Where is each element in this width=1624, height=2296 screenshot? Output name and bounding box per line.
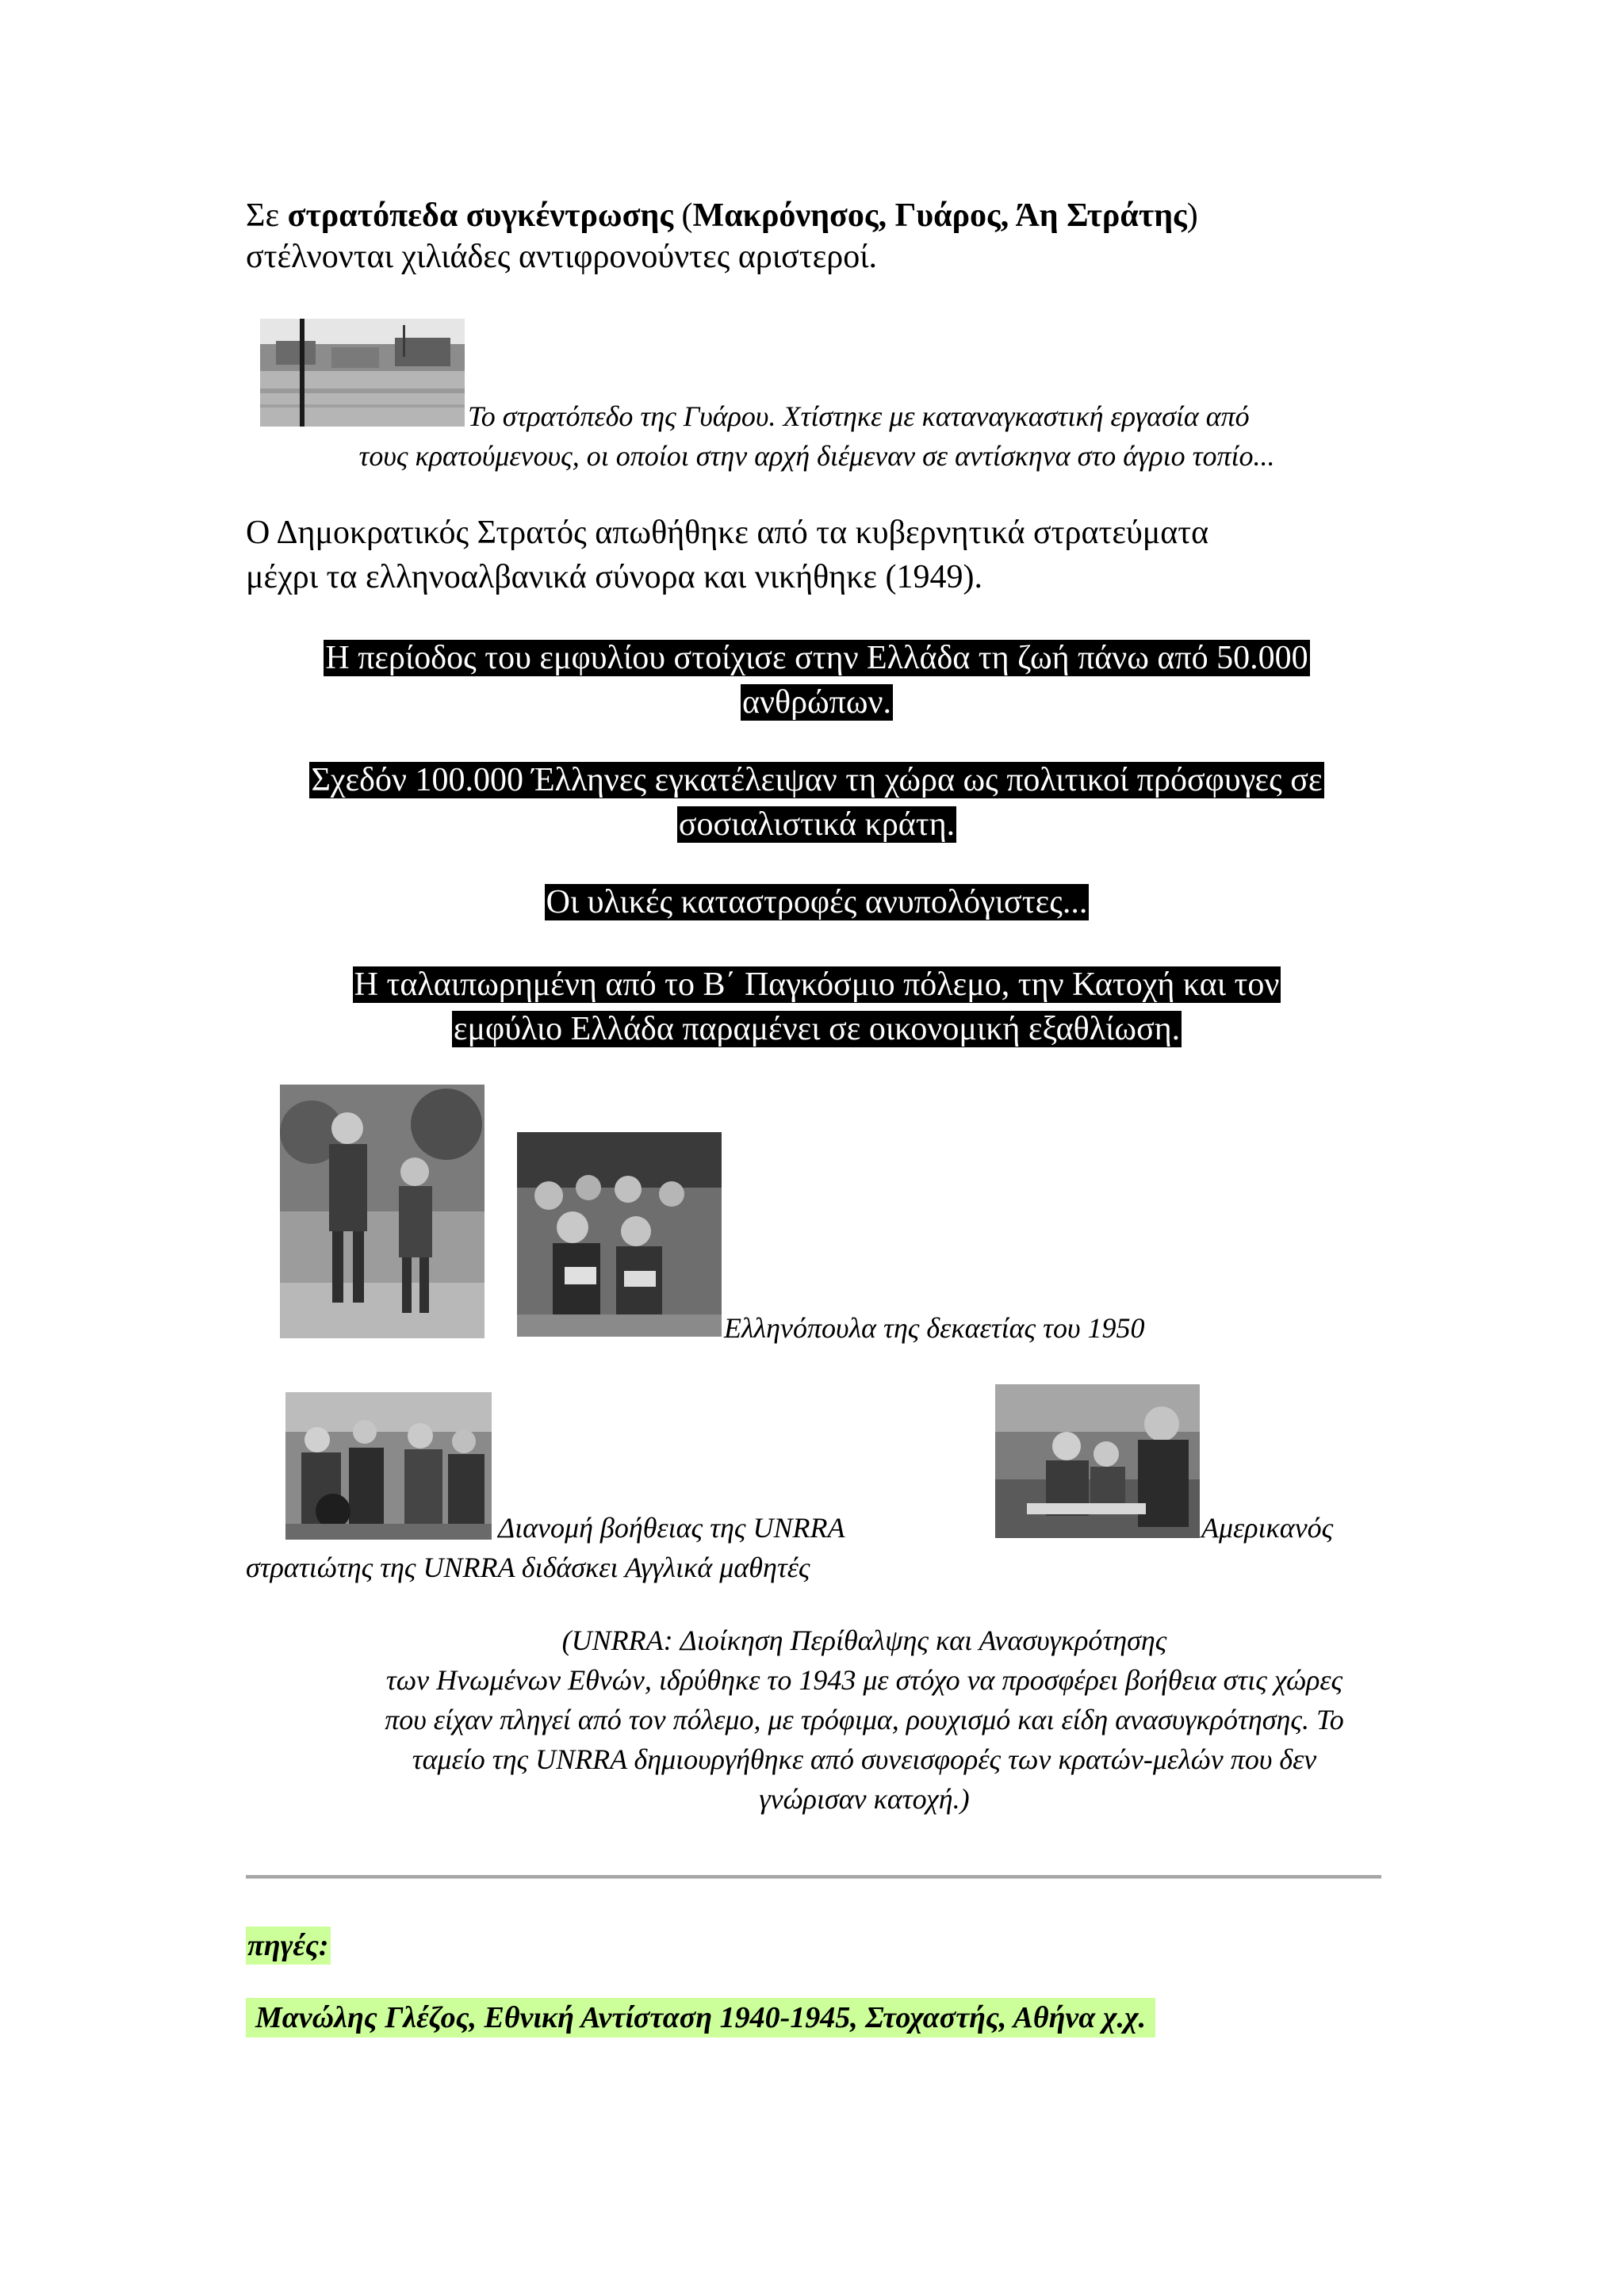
refugees-line1: Σχεδόν 100.000 Έλληνες εγκατέλειψαν τη χώρα ως πολιτικοί πρόσφυγες σε bbox=[311, 762, 1323, 798]
unrra-note-line3: που είχαν πληγεί από τον πόλεμο, με τρόφιμα, ρουχισμό και είδη ανασυγκρότησης. Το bbox=[385, 1704, 1344, 1735]
deaths-line2: ανθρώπων. bbox=[741, 684, 892, 721]
intro-line2: στέλνονται χιλιάδες αντιφρονούντες αριστεροί. bbox=[246, 239, 878, 275]
deaths-line1: Η περίοδος του εμφυλίου στοίχισε στην Ελλάδα τη ζωή πάνω από 50.000 bbox=[325, 640, 1308, 676]
unrra-distribution-photo bbox=[285, 1392, 492, 1540]
intro-paragraph bbox=[246, 195, 1388, 277]
unrra-caption-right: Αμερικανός bbox=[1201, 1512, 1334, 1544]
intro-prefix: Σε bbox=[246, 197, 288, 234]
unrra-note-line2: των Ηνωμένων Εθνών, ιδρύθηκε το 1943 με στόχο να προσφέρει βοήθεια στις χώρες bbox=[385, 1664, 1343, 1696]
intro-paren-open: ( bbox=[673, 197, 693, 234]
retreat-line2: μέχρι τα ελληνοαλβανικά σύνορα και νικήθηκε (1949). bbox=[246, 559, 982, 595]
unrra-note-line4: ταμείο της UNRRA δημιουργήθηκε από συνεισφορές των κρατών-μελών που δεν bbox=[412, 1743, 1317, 1775]
refugees-line2: σοσιαλιστικά κράτη. bbox=[678, 806, 956, 843]
gyaros-camp-photo bbox=[260, 319, 465, 427]
refugees-statement bbox=[246, 758, 1388, 847]
retreat-paragraph bbox=[246, 511, 1388, 599]
damage-line: Οι υλικές καταστροφές ανυπολόγιστες... bbox=[546, 884, 1088, 920]
unrra-caption-left-1: Διανομή βοήθειας της UNRRA bbox=[498, 1512, 845, 1544]
poverty-line1: Η ταλαιπωρημένη από το Β΄ Παγκόσμιο πόλεμο, την Κατοχή και τον bbox=[354, 966, 1280, 1003]
children-caption: Ελληνόπουλα της δεκαετίας του 1950 bbox=[724, 1312, 1145, 1344]
unrra-note-line1: (UNRRA: Διοίκηση Περίθαλψης και Ανασυγκρότησης bbox=[561, 1624, 1167, 1656]
intro-places-bold: Μακρόνησος, Γυάρος, Άη Στράτης bbox=[692, 197, 1187, 234]
deaths-statement bbox=[246, 636, 1388, 725]
sources-label: πηγές: bbox=[246, 1927, 331, 1965]
source-item: Μανώλης Γλέζος, Εθνική Αντίσταση 1940-1945, Στοχαστής, Αθήνα χ.χ. bbox=[246, 1998, 1155, 2038]
unrra-caption-left-2: στρατιώτης της UNRRA διδάσκει Αγγλικά μαθητές bbox=[246, 1552, 810, 1583]
poverty-statement bbox=[246, 962, 1388, 1051]
intro-paren-close: ) bbox=[1186, 197, 1198, 234]
gyaros-caption-line1: Το στρατόπεδο της Γυάρου. Χτίστηκε με καταναγκαστική εργασία από bbox=[468, 400, 1250, 432]
gyaros-caption-line2: τους κρατούμενους, οι οποίοι στην αρχή διέμεναν σε αντίσκηνα στο άγριο τοπίο... bbox=[358, 440, 1275, 472]
children-photo-2 bbox=[517, 1132, 722, 1337]
children-photo-1 bbox=[280, 1085, 485, 1338]
retreat-line1: Ο Δημοκρατικός Στρατός απωθήθηκε από τα κυβερνητικά στρατεύματα bbox=[246, 515, 1209, 551]
unrra-note-line5: γνώρισαν κατοχή.) bbox=[759, 1783, 970, 1815]
damage-statement bbox=[246, 880, 1388, 924]
american-soldier-photo bbox=[995, 1384, 1200, 1538]
unrra-note bbox=[349, 1621, 1380, 1819]
poverty-line2: εμφύλιο Ελλάδα παραμένει σε οικονομική εξαθλίωση. bbox=[453, 1011, 1181, 1047]
intro-camps-bold: στρατόπεδα συγκέντρωσης bbox=[287, 197, 674, 234]
horizontal-divider bbox=[246, 1875, 1381, 1879]
